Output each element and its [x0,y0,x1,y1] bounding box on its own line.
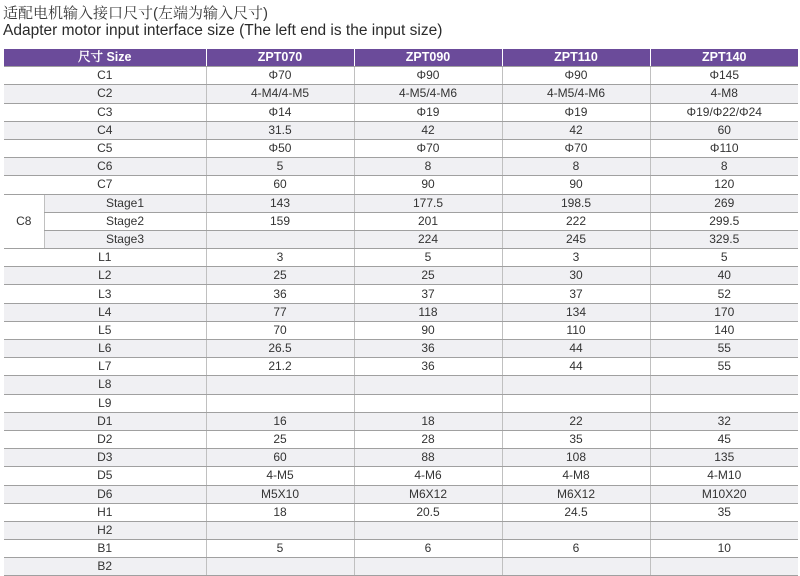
row-label: C4 [4,121,206,139]
value-cell: 201 [354,212,502,230]
table-row [4,176,798,194]
value-cell: 55 [650,340,798,358]
value-cell: 70 [206,321,354,339]
value-cell: 140 [650,321,798,339]
value-cell: Φ19 [354,103,502,121]
row-label: B2 [4,558,206,576]
value-cell: 60 [206,449,354,467]
value-cell: 28 [354,430,502,448]
value-cell: 4-M5/4-M6 [502,85,650,103]
header-model: ZPT070 [206,49,354,67]
value-cell: 135 [650,449,798,467]
value-cell: 18 [354,412,502,430]
value-cell: 198.5 [502,194,650,212]
value-cell: 143 [206,194,354,212]
value-cell: 4-M8 [650,85,798,103]
value-cell: 21.2 [206,358,354,376]
header-model: ZPT090 [354,49,502,67]
row-label: L7 [4,358,206,376]
table-row [4,85,798,103]
value-cell: 177.5 [354,194,502,212]
c8-group-label: C8 [4,194,44,249]
value-cell: Φ19/Φ22/Φ24 [650,103,798,121]
value-cell: 4-M5/4-M6 [354,85,502,103]
row-label: D2 [4,430,206,448]
row-label: L4 [4,303,206,321]
value-cell: 90 [502,176,650,194]
value-cell: 42 [354,121,502,139]
value-cell: 35 [650,503,798,521]
value-cell: 32 [650,412,798,430]
value-cell [206,394,354,412]
value-cell: 37 [354,285,502,303]
table-row [4,358,798,376]
value-cell: 36 [354,358,502,376]
value-cell: Φ110 [650,139,798,157]
value-cell: Φ145 [650,67,798,85]
row-label: H2 [4,521,206,539]
table-row [4,212,798,230]
value-cell: Φ70 [206,67,354,85]
value-cell: 8 [354,158,502,176]
value-cell: M5X10 [206,485,354,503]
value-cell [502,394,650,412]
value-cell: 30 [502,267,650,285]
value-cell: 25 [206,430,354,448]
row-label: D5 [4,467,206,485]
value-cell [650,394,798,412]
value-cell: Φ90 [502,67,650,85]
value-cell: 25 [354,267,502,285]
value-cell: 90 [354,321,502,339]
row-label: H1 [4,503,206,521]
value-cell: 3 [206,249,354,267]
table-row [4,267,798,285]
table-row [4,521,798,539]
value-cell [206,558,354,576]
row-label: L1 [4,249,206,267]
value-cell: 134 [502,303,650,321]
table-header-row [4,49,798,67]
table-row [4,230,798,248]
value-cell [354,521,502,539]
value-cell [502,376,650,394]
row-label: D1 [4,412,206,430]
value-cell: 60 [650,121,798,139]
table-row [4,285,798,303]
value-cell: 77 [206,303,354,321]
row-label: C2 [4,85,206,103]
value-cell: 120 [650,176,798,194]
value-cell: 18 [206,503,354,521]
row-label: C7 [4,176,206,194]
table-row [4,67,798,85]
table-row [4,103,798,121]
row-label: C5 [4,139,206,157]
value-cell: 26.5 [206,340,354,358]
value-cell: 22 [502,412,650,430]
value-cell: 6 [502,540,650,558]
row-label: Stage3 [44,230,206,248]
table-row [4,303,798,321]
value-cell: 45 [650,430,798,448]
table-row [4,540,798,558]
value-cell: 16 [206,412,354,430]
row-label: Stage1 [44,194,206,212]
row-label: L2 [4,267,206,285]
header-size: 尺寸 Size [4,49,206,67]
value-cell: 37 [502,285,650,303]
value-cell [206,376,354,394]
value-cell: 8 [502,158,650,176]
table-row [4,139,798,157]
value-cell: 31.5 [206,121,354,139]
value-cell: 5 [354,249,502,267]
header-model: ZPT110 [502,49,650,67]
value-cell: Φ90 [354,67,502,85]
value-cell: 224 [354,230,502,248]
row-label: B1 [4,540,206,558]
page-title-zh: 适配电机输入接口尺寸(左端为输入尺寸) [3,5,268,22]
row-label: L6 [4,340,206,358]
value-cell: M6X12 [354,485,502,503]
table-row [4,249,798,267]
row-label: L9 [4,394,206,412]
value-cell [206,230,354,248]
value-cell: 4-M8 [502,467,650,485]
value-cell: 5 [650,249,798,267]
value-cell: 222 [502,212,650,230]
value-cell: 42 [502,121,650,139]
size-table [4,49,798,576]
table-row [4,158,798,176]
value-cell: 5 [206,540,354,558]
value-cell [650,558,798,576]
value-cell: 118 [354,303,502,321]
value-cell: 269 [650,194,798,212]
value-cell: 8 [650,158,798,176]
row-label: C6 [4,158,206,176]
value-cell: 170 [650,303,798,321]
table-row [4,321,798,339]
value-cell: 329.5 [650,230,798,248]
table-row [4,558,798,576]
value-cell: Φ50 [206,139,354,157]
value-cell: 35 [502,430,650,448]
table-row [4,194,798,212]
row-label: Stage2 [44,212,206,230]
value-cell: 245 [502,230,650,248]
header-model: ZPT140 [650,49,798,67]
value-cell: 55 [650,358,798,376]
value-cell: 4-M6 [354,467,502,485]
value-cell: M6X12 [502,485,650,503]
value-cell: 40 [650,267,798,285]
row-label: L5 [4,321,206,339]
value-cell: 4-M10 [650,467,798,485]
page-title-en: Adapter motor input interface size (The left end is the input size) [3,22,443,39]
value-cell: 36 [206,285,354,303]
value-cell [206,521,354,539]
row-label: C3 [4,103,206,121]
value-cell [502,558,650,576]
value-cell: 44 [502,358,650,376]
table-row [4,503,798,521]
table-row [4,412,798,430]
value-cell: 44 [502,340,650,358]
value-cell: Φ70 [354,139,502,157]
table-row [4,467,798,485]
value-cell [354,394,502,412]
value-cell: M10X20 [650,485,798,503]
table-row [4,449,798,467]
value-cell: 299.5 [650,212,798,230]
value-cell [502,521,650,539]
value-cell: 25 [206,267,354,285]
value-cell [354,376,502,394]
row-label: L3 [4,285,206,303]
table-row [4,340,798,358]
value-cell: 110 [502,321,650,339]
value-cell: 36 [354,340,502,358]
value-cell: 3 [502,249,650,267]
row-label: D6 [4,485,206,503]
value-cell: 52 [650,285,798,303]
value-cell: 4-M5 [206,467,354,485]
value-cell [650,521,798,539]
table-row [4,430,798,448]
value-cell: 6 [354,540,502,558]
value-cell: 4-M4/4-M5 [206,85,354,103]
row-label: C1 [4,67,206,85]
value-cell: 88 [354,449,502,467]
table-row [4,394,798,412]
value-cell [650,376,798,394]
value-cell: Φ19 [502,103,650,121]
value-cell: Φ70 [502,139,650,157]
value-cell: 20.5 [354,503,502,521]
table-row [4,121,798,139]
value-cell [354,558,502,576]
value-cell: Φ14 [206,103,354,121]
table-row [4,485,798,503]
value-cell: 108 [502,449,650,467]
row-label: L8 [4,376,206,394]
value-cell: 24.5 [502,503,650,521]
table-row [4,376,798,394]
value-cell: 159 [206,212,354,230]
value-cell: 10 [650,540,798,558]
value-cell: 60 [206,176,354,194]
row-label: D3 [4,449,206,467]
value-cell: 90 [354,176,502,194]
value-cell: 5 [206,158,354,176]
